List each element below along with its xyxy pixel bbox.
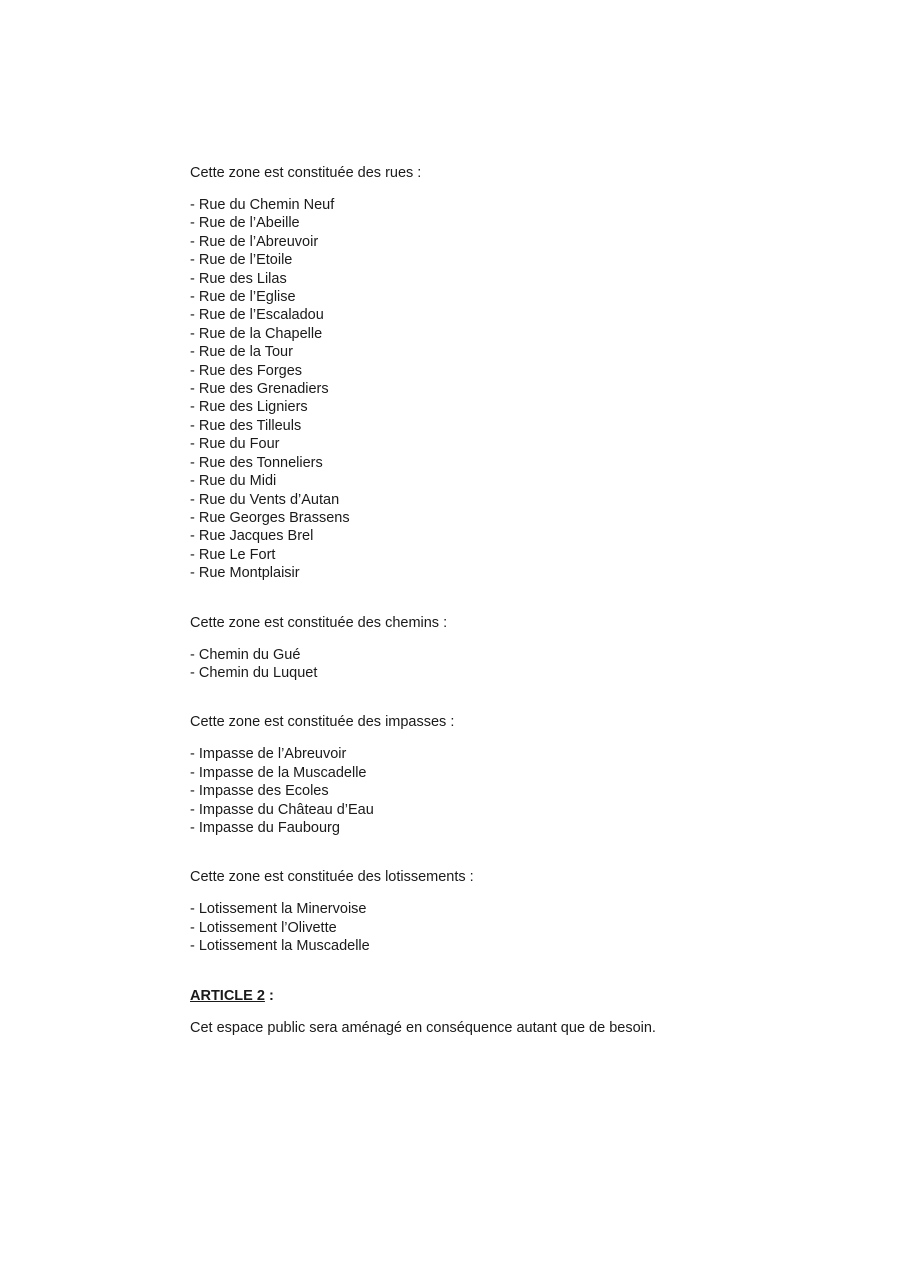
list-impasses <box>190 745 810 837</box>
list-item: - Rue du Chemin Neuf <box>190 197 335 213</box>
list-item: - Chemin du Gué <box>190 646 301 663</box>
list-item: - Rue de la Tour <box>190 344 293 361</box>
list-chemins <box>190 646 810 683</box>
spacer <box>190 682 810 713</box>
section-intro-lotissements: Cette zone est constituée des lotissements : <box>190 869 474 886</box>
article-text: Cet espace public sera aménagé en conséquence autant que de besoin. <box>190 1019 656 1036</box>
section-intro-impasses: Cette zone est constituée des impasses : <box>190 714 455 731</box>
document-page <box>190 164 810 1037</box>
list-item: - Lotissement la Minervoise <box>190 901 367 918</box>
list-item: - Rue Le Fort <box>190 546 276 563</box>
list-item: - Rue Montplaisir <box>190 565 300 582</box>
list-item: - Rue de l’Escaladou <box>190 307 324 324</box>
article-heading-suffix: : <box>264 987 274 1004</box>
list-lotissements <box>190 900 810 955</box>
list-item: - Rue Georges Brassens <box>190 509 350 526</box>
article-heading <box>190 987 810 1005</box>
list-item: - Rue des Tonneliers <box>190 454 323 471</box>
section-intro-rues: Cette zone est constituée des rues : <box>190 165 422 181</box>
list-rues <box>190 196 810 583</box>
list-item: - Impasse du Faubourg <box>190 819 340 836</box>
list-item: - Rue de la Chapelle <box>190 325 323 342</box>
list-item: - Rue des Tilleuls <box>190 417 302 434</box>
list-item: - Rue de l’Abreuvoir <box>190 233 319 250</box>
list-item: - Rue des Ligniers <box>190 399 308 416</box>
spacer <box>190 583 810 614</box>
list-item: - Rue de l’Abeille <box>190 215 300 232</box>
section-intro-chemins: Cette zone est constituée des chemins : <box>190 614 448 631</box>
list-item: - Rue du Vents d’Autan <box>190 491 340 508</box>
list-item: - Rue du Four <box>190 436 280 453</box>
list-item: - Chemin du Luquet <box>190 664 318 681</box>
list-item: - Impasse de la Muscadelle <box>190 764 367 781</box>
spacer <box>190 956 810 987</box>
spacer <box>190 837 810 868</box>
article-heading-label: ARTICLE 2 <box>190 987 265 1004</box>
list-item: - Rue des Lilas <box>190 270 287 287</box>
list-item: - Rue des Grenadiers <box>190 381 329 398</box>
list-item: - Rue des Forges <box>190 362 303 379</box>
list-item: - Lotissement la Muscadelle <box>190 938 370 955</box>
list-item: - Rue Jacques Brel <box>190 528 314 545</box>
list-item: - Rue de l’Eglise <box>190 289 296 306</box>
list-item: - Impasse du Château d’Eau <box>190 801 374 818</box>
list-item: - Rue de l’Etoile <box>190 252 293 269</box>
list-item: - Lotissement l’Olivette <box>190 919 337 936</box>
list-item: - Impasse de l’Abreuvoir <box>190 746 347 763</box>
list-item: - Impasse des Ecoles <box>190 783 329 800</box>
list-item: - Rue du Midi <box>190 473 277 490</box>
